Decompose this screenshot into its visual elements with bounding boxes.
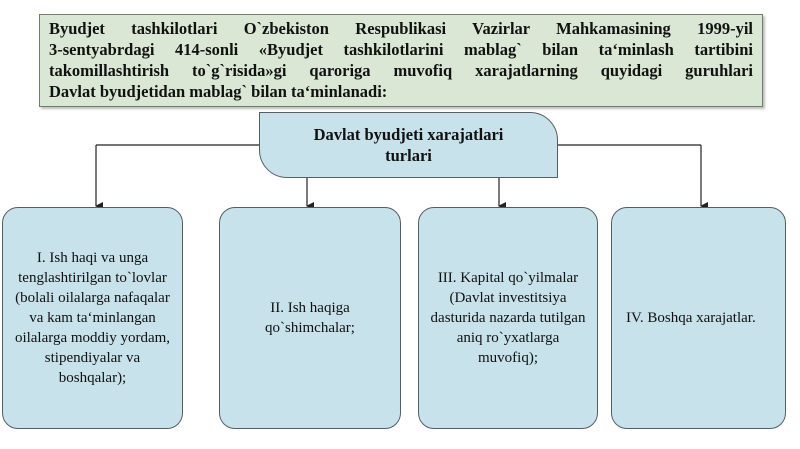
category-text-2: II. Ish haqiga qo`shimchalar; [265, 300, 355, 336]
intro-line-3: takomillashtirish to`g`risida»gi qaroriga muvofiq xarajatlarning quyidagi guruhlari [49, 61, 753, 80]
category-box-4 [611, 207, 786, 429]
category-box-3 [418, 207, 598, 429]
head-title: Davlat byudjeti xarajatlari turlari [313, 125, 504, 165]
intro-line-2: 3-sentyabrdagi 414-sonli «Byudjet tashkilotlarini mablag` bilan ta‘minlash tartibini [49, 40, 753, 59]
intro-line-4: Davlat byudjetidan mablag` bilan ta‘minlanadi: [49, 82, 388, 101]
category-box-1 [2, 207, 183, 429]
category-box-2 [219, 207, 401, 429]
head-box [259, 112, 558, 178]
category-text-4: IV. Boshqa xarajatlar. [626, 310, 756, 326]
intro-line-1: Byudjet tashkilotlari O`zbekiston Respublikasi Vazirlar Mahkamasining 1999-yil [49, 19, 753, 38]
category-text-1: I. Ish haqi va unga tenglashtirilgan to`lovlar (bolali oilalarga nafaqalar va kam ta‘minlangan oilalarga moddiy yordam, stipendiyalar va boshqalar); [14, 250, 171, 386]
category-text-3: III. Kapital qo`yilmalar (Davlat investitsiya dasturida nazarda tutilgan aniq ro`yxatlarga muvofiq); [430, 270, 586, 366]
